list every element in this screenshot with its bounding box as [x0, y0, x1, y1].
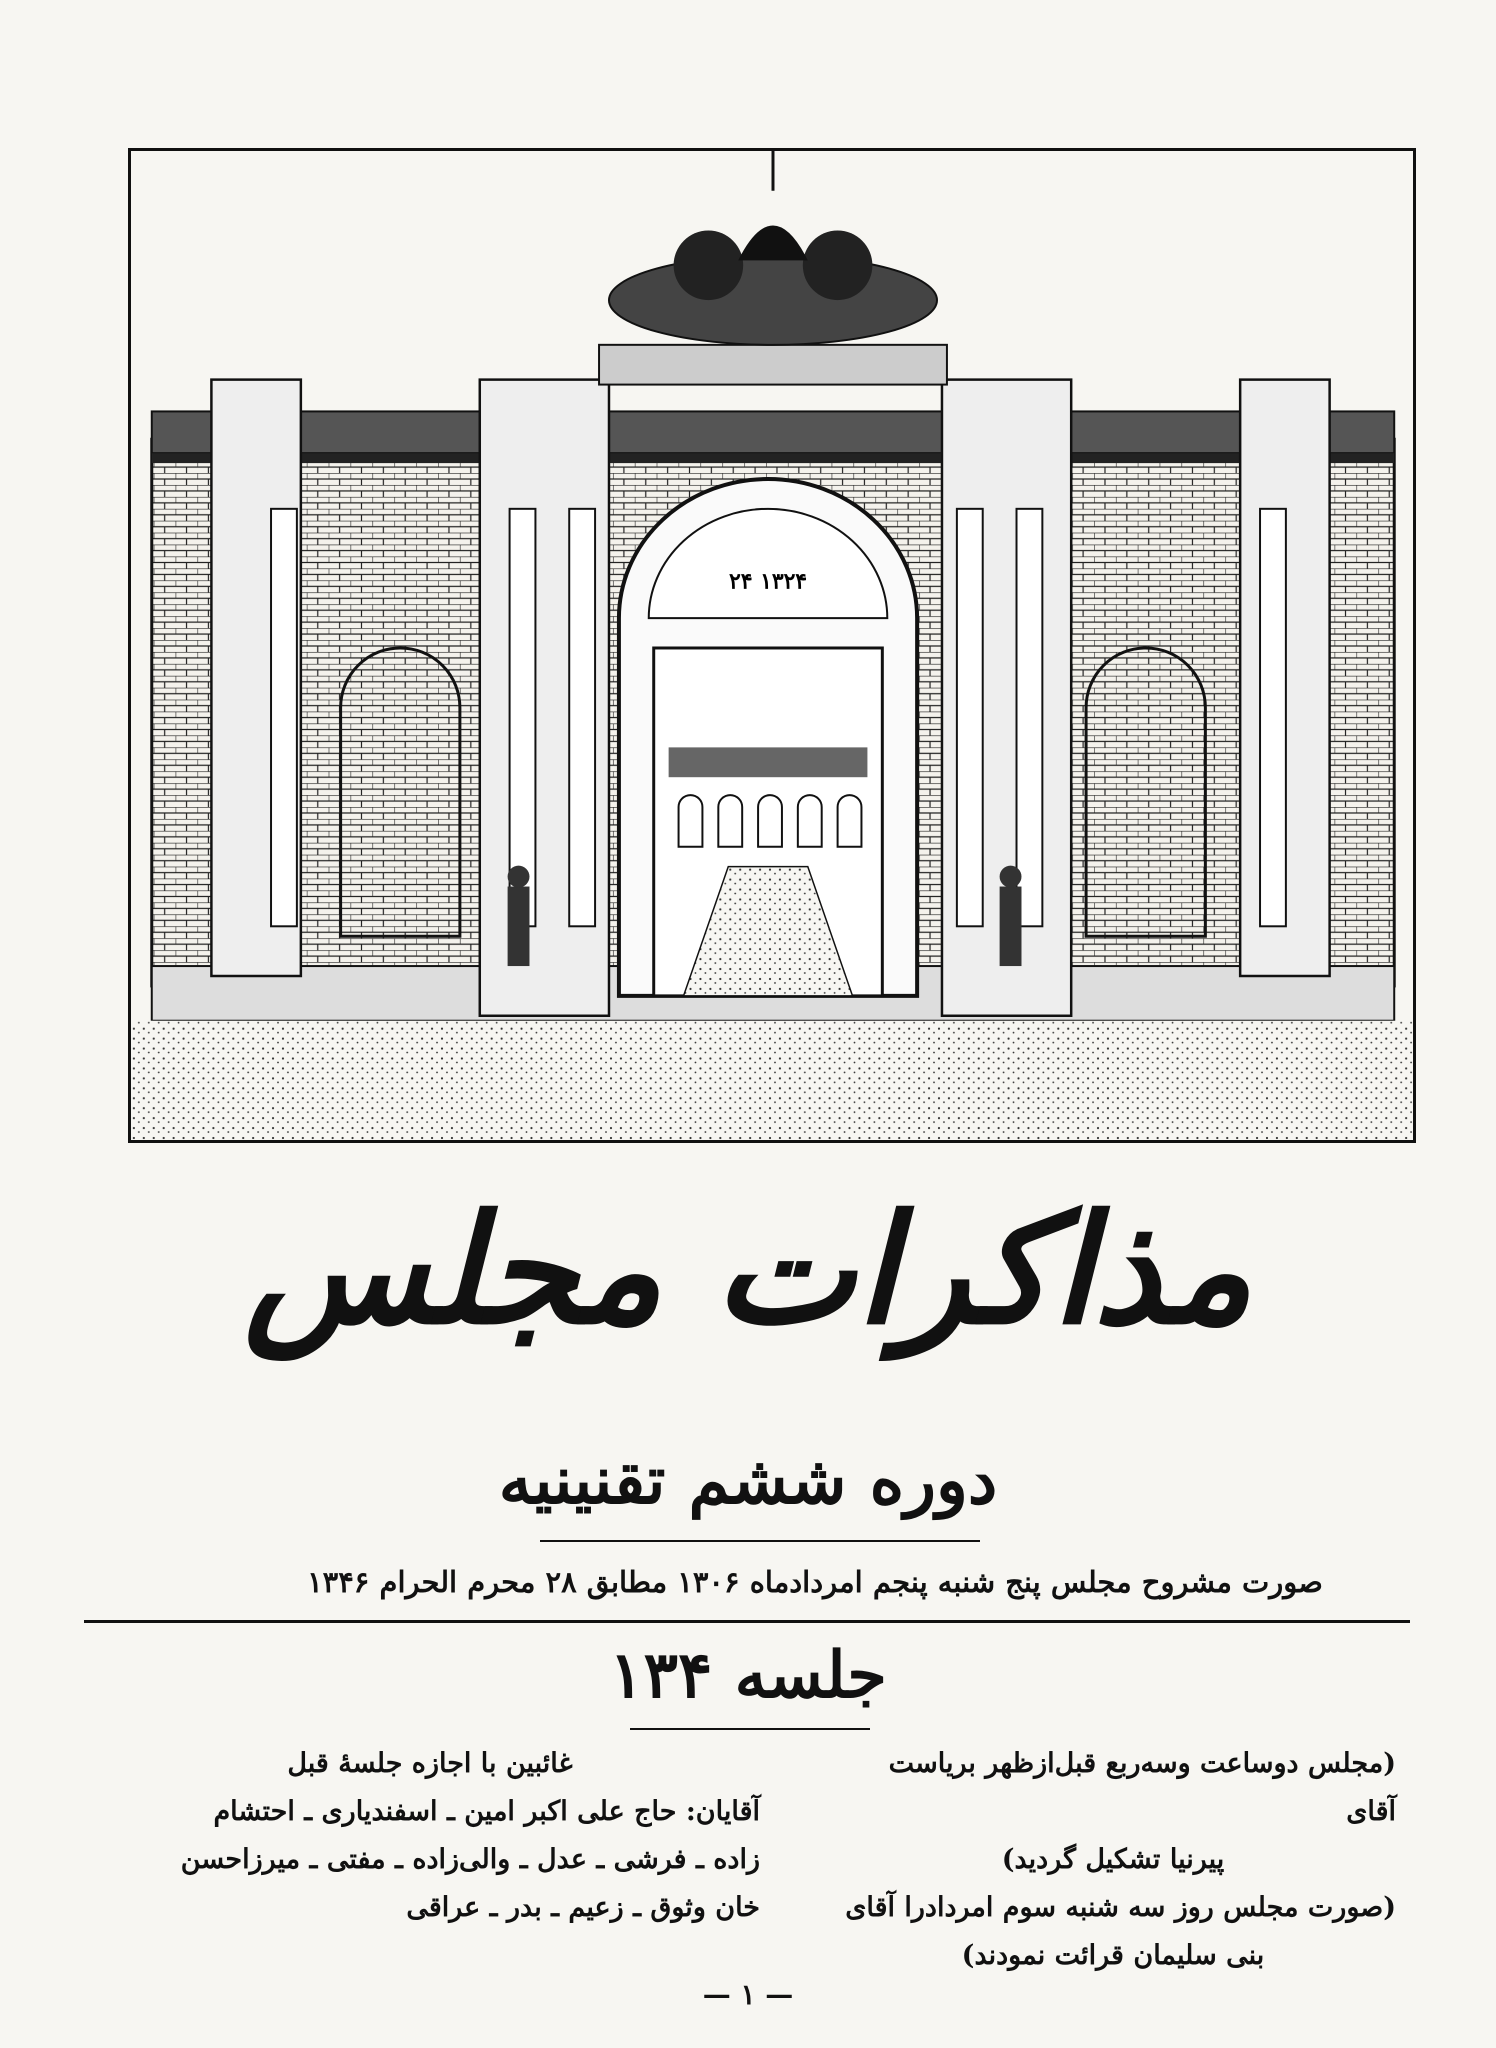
- page-number: — ۱ —: [702, 1978, 794, 2011]
- page-title: مذاکرات مجلس: [243, 1182, 1253, 1358]
- left-column: [100, 1740, 760, 1932]
- absentees-line: آقایان: حاج علی اکبر امین ـ اسفندیاری ـ احتشام: [213, 1796, 760, 1827]
- right-column-line: بنی سلیمان قرائت نمودند): [961, 1940, 1265, 1971]
- parliament-engraving: [128, 148, 1416, 1143]
- parliament-gate-icon: [131, 151, 1413, 1140]
- session-title: جلسه ۱۳۴: [609, 1638, 887, 1713]
- dateline: صورت مشروح مجلس پنج شنبه پنجم امردادماه ۱۳۰۶ مطابق ۲۸ محرم الحرام ۱۳۴۶: [307, 1565, 1323, 1599]
- lion-crest-icon: [599, 151, 947, 385]
- absentees-line: خان وثوق ـ زعیم ـ بدر ـ عراقی: [406, 1892, 760, 1923]
- right-column-line: (مجلس دوساعت وسه‌ربع قبل‌ازظهر بریاست آقای: [888, 1748, 1396, 1827]
- right-column-line: پیرنیا تشکیل گردید): [1001, 1844, 1225, 1875]
- absentees-heading: غائبین با اجازه جلسهٔ قبل: [287, 1748, 573, 1779]
- session-divider: [630, 1728, 870, 1730]
- subtitle-divider: [540, 1540, 980, 1542]
- right-column: [830, 1740, 1396, 1980]
- arch-inscription: ۲۴ ۱۳۲۴: [728, 568, 808, 595]
- right-column-line: (صورت مجلس روز سه شنبه سوم امردادرا آقای: [845, 1892, 1396, 1923]
- absentees-line: زاده ـ فرشی ـ عدل ـ والی‌زاده ـ مفتی ـ میرزاحسن: [180, 1844, 760, 1875]
- page-subtitle: دوره ششم تقنینیه: [498, 1441, 998, 1519]
- header-divider: [84, 1620, 1410, 1623]
